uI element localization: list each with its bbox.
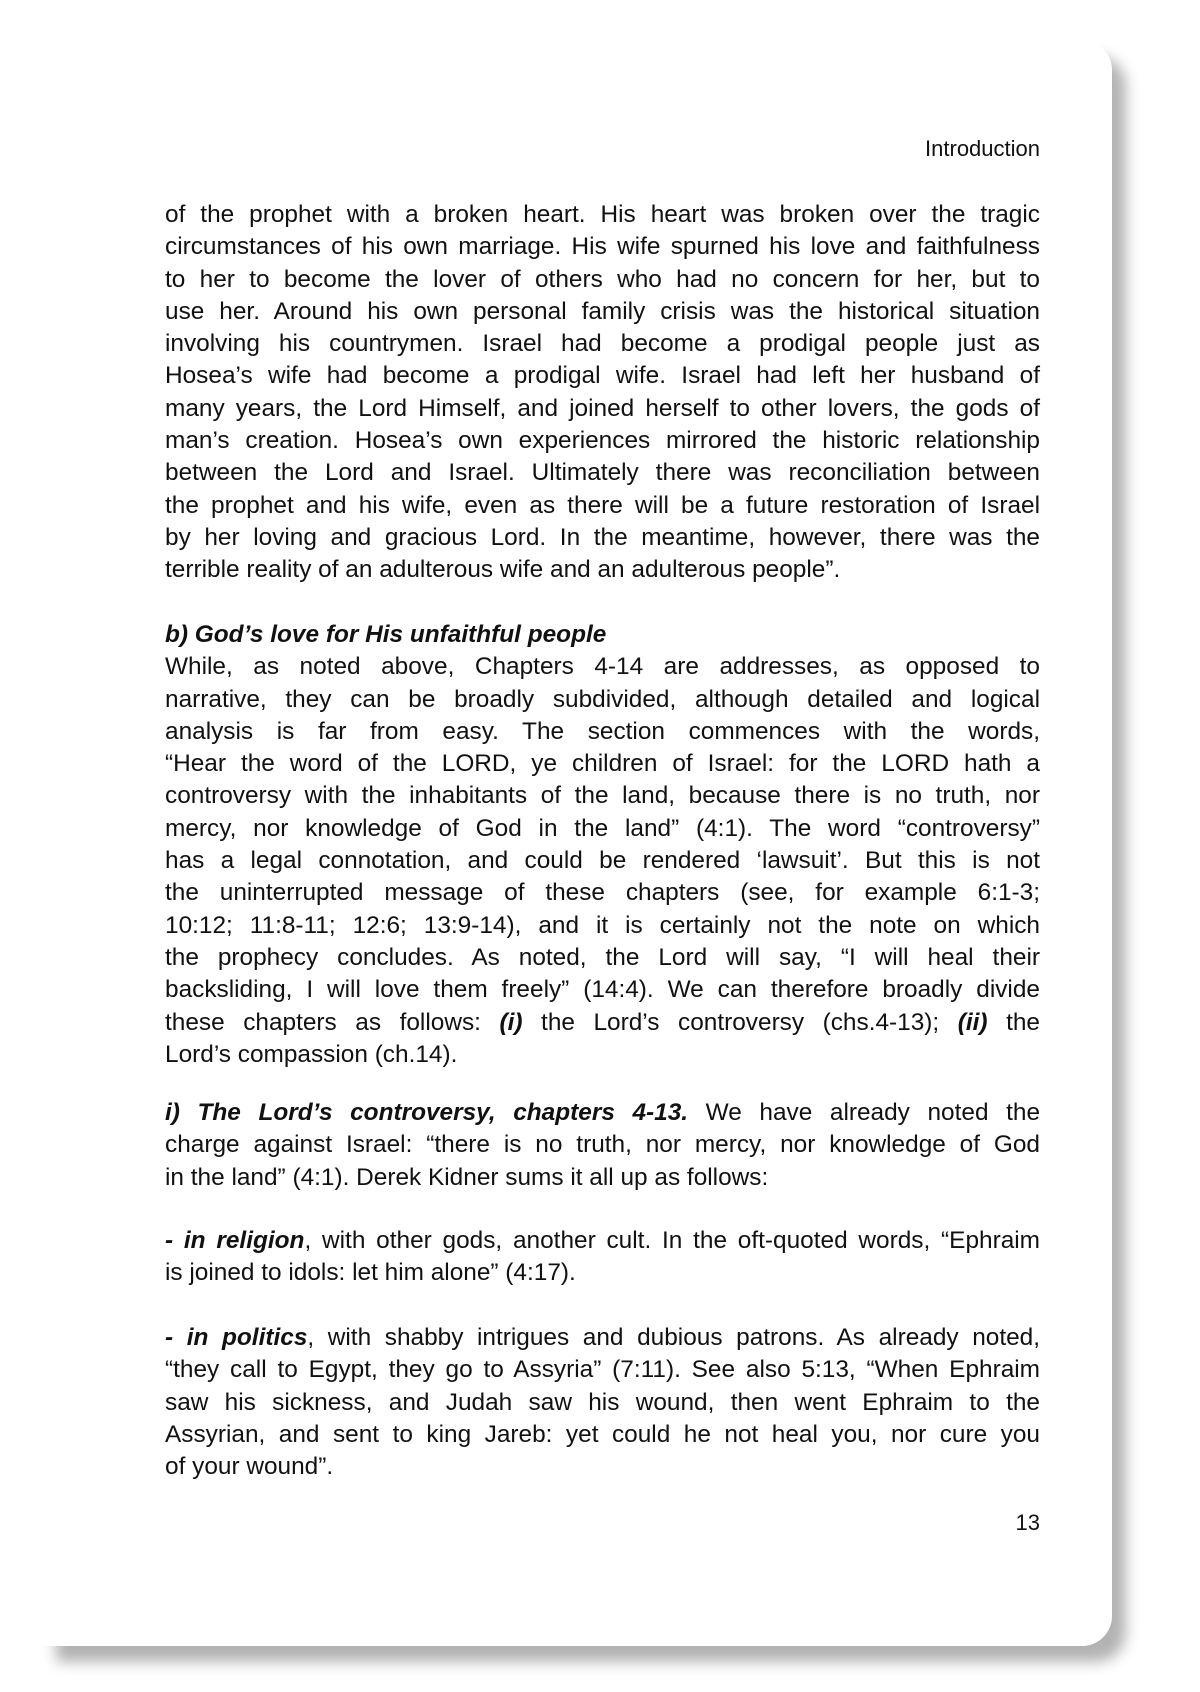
text-line: Hosea’s wife had become a prodigal wife. Israel had left her husband of [165, 362, 1040, 390]
text-line: the prophet and his wife, even as there will be a future restoration of Israel [165, 491, 1040, 519]
text-line: saw his sickness, and Judah saw his wound, then went Ephraim to the [165, 1388, 1040, 1416]
text-line: narrative, they can be broadly subdivided, although detailed and logical [165, 685, 1040, 713]
page-number: 13 [1015, 1510, 1040, 1535]
text-line: “Hear the word of the LORD, ye children of Israel: for the LORD hath a [165, 750, 1040, 778]
text-line: Assyrian, and sent to king Jareb: yet could he not heal you, nor cure you [165, 1420, 1040, 1448]
text-line [165, 1007, 1040, 1039]
text-line: of your wound”. [165, 1453, 334, 1481]
bullet-religion [165, 1225, 1040, 1290]
section-i [165, 1097, 1040, 1194]
text-run: , with other gods, another cult. In the oft-quoted words, “Ephraim [304, 1227, 1040, 1254]
text-line: use her. Around his own personal family crisis was the historical situation [165, 297, 1040, 325]
text-line: controversy with the inhabitants of the land, because there is no truth, nor [165, 782, 1040, 810]
text-line: of the prophet with a broken heart. His heart was broken over the tragic [165, 201, 1040, 228]
text-line: Lord’s compassion (ch.14). [165, 1040, 458, 1068]
section-b [165, 619, 1040, 1071]
text-run: , with shabby intrigues and dubious patrons. As already noted, [307, 1324, 1041, 1351]
text-line: has a legal connotation, and could be rendered ‘lawsuit’. But this is not [165, 847, 1040, 875]
text-line: to her to become the lover of others who had no concern for her, but to [165, 265, 1040, 293]
subsection-heading: i) The Lord’s controversy, chapters 4-13. [165, 1099, 689, 1126]
text-line [165, 1322, 1040, 1354]
text-line: man’s creation. Hosea’s own experiences mirrored the historic relationship [165, 427, 1040, 455]
enumerator: (ii) [957, 1008, 988, 1036]
text-line: the prophecy concludes. As noted, the Lord will say, “I will heal their [165, 943, 1040, 971]
text-run: We have already noted the [688, 1099, 1041, 1126]
text-line: is joined to idols: let him alone” (4:17). [165, 1259, 576, 1287]
running-head: Introduction [925, 136, 1040, 161]
text-line: involving his countrymen. Israel had become a prodigal people just as [165, 330, 1040, 358]
bullet-politics [165, 1322, 1040, 1483]
enumerator: (i) [499, 1008, 523, 1036]
text-line [165, 1225, 1040, 1257]
text-line: terrible reality of an adulterous wife and an adulterous people”. [165, 556, 841, 584]
text-run: these chapters as follows: [165, 1008, 500, 1036]
text-line: by her loving and gracious Lord. In the meantime, however, there was the [165, 523, 1040, 551]
text-line: between the Lord and Israel. Ultimately there was reconciliation between [165, 459, 1040, 487]
text-line: 10:12; 11:8-11; 12:6; 13:9-14), and it is certainly not the note on which [165, 911, 1040, 939]
text-line: While, as noted above, Chapters 4-14 are addresses, as opposed to [165, 653, 1040, 681]
text-run: the [987, 1008, 1040, 1036]
bullet-lead: - in politics [165, 1324, 308, 1351]
text-line [165, 1097, 1040, 1129]
section-heading: b) God’s love for His unfaithful people [165, 621, 607, 648]
text-line: in the land” (4:1). Derek Kidner sums it all up as follows: [165, 1163, 769, 1191]
text-line: the uninterrupted message of these chapters (see, for example 6:1-3; [165, 879, 1040, 907]
text-run: the Lord’s controversy (chs.4-13); [522, 1008, 958, 1036]
paragraph-quote-continuation [165, 199, 1040, 587]
text-line: mercy, nor knowledge of God in the land” (4:1). The word “controversy” [165, 814, 1040, 842]
text-line: many years, the Lord Himself, and joined herself to other lovers, the gods of [165, 394, 1040, 422]
text-line: “they call to Egypt, they go to Assyria” (7:11). See also 5:13, “When Ephraim [165, 1356, 1040, 1384]
text-line: circumstances of his own marriage. His wife spurned his love and faithfulness [165, 233, 1040, 261]
text-line: backsliding, I will love them freely” (14:4). We can therefore broadly divide [165, 976, 1040, 1004]
bullet-lead: - in religion [165, 1227, 305, 1254]
text-line: analysis is far from easy. The section commences with the words, [165, 717, 1040, 745]
text-line: charge against Israel: “there is no truth, nor mercy, nor knowledge of God [165, 1131, 1040, 1159]
